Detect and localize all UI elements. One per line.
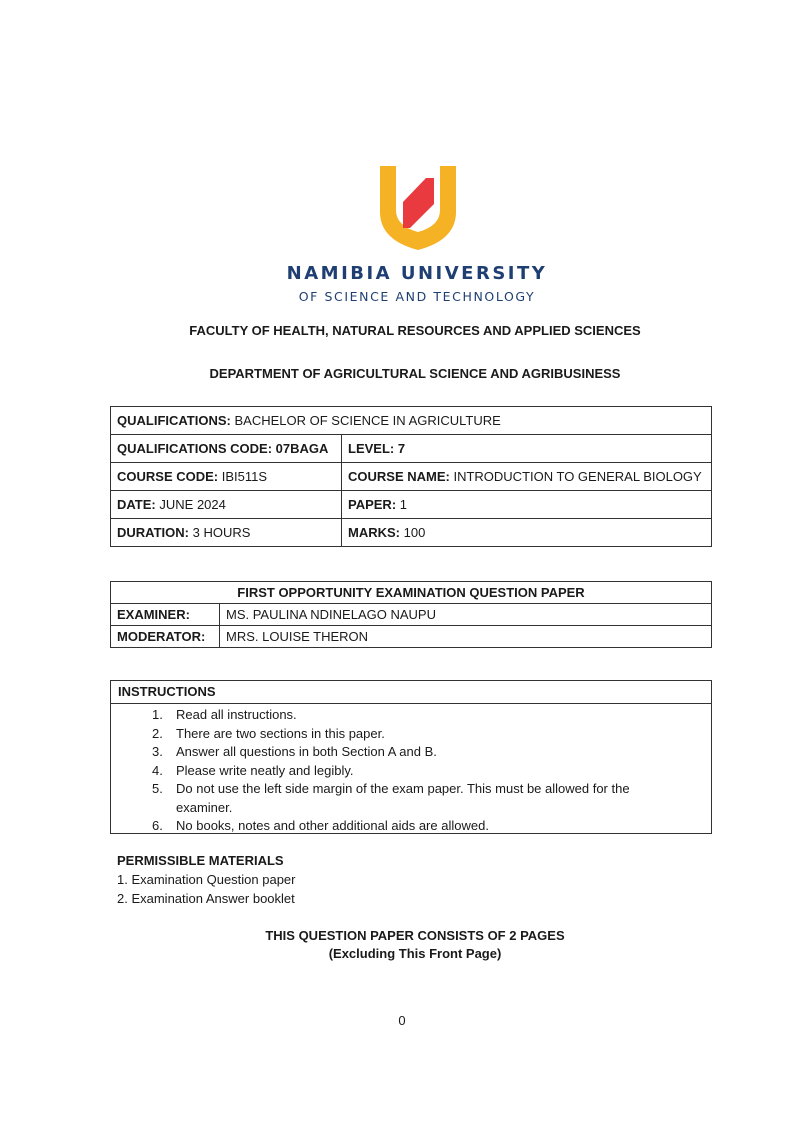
table-row (111, 463, 712, 491)
item-text: There are two sections in this paper. (176, 725, 385, 741)
qualification-cell (111, 407, 712, 435)
course-name-cell (342, 463, 712, 491)
instructions-box (110, 680, 712, 834)
page-count-line: THIS QUESTION PAPER CONSISTS OF 2 PAGES (265, 928, 565, 943)
qualification-code-label: QUALIFICATIONS CODE: (117, 441, 273, 456)
level-label: LEVEL: (348, 441, 395, 456)
list-item (111, 725, 711, 744)
table-row (111, 491, 712, 519)
course-code-cell (111, 463, 342, 491)
item-text: Read all instructions. (176, 707, 297, 722)
item-number: 1. (152, 707, 163, 722)
paper-cell (342, 491, 712, 519)
university-name: NAMIBIA UNIVERSITY (286, 263, 548, 284)
table-row (111, 407, 712, 435)
examination-table (110, 581, 712, 648)
item-number: 6. (152, 818, 163, 833)
item-number: 3. (152, 744, 163, 759)
duration-cell (111, 519, 342, 547)
qualification-code-value: 07BAGA (275, 441, 329, 456)
item-number: 4. (152, 762, 163, 778)
item-number: 2. (152, 725, 163, 741)
course-name-value: INTRODUCTION TO GENERAL BIOLOGY (453, 469, 702, 484)
level-cell (342, 435, 712, 463)
instructions-heading: INSTRUCTIONS (111, 681, 711, 704)
page-number: 0 (398, 1013, 406, 1028)
item-text: Please write neatly and legibly. (176, 762, 354, 778)
date-cell (111, 491, 342, 519)
table-row (111, 582, 712, 604)
qualification-code-cell (111, 435, 342, 463)
date-value: JUNE 2024 (159, 497, 226, 512)
university-logo (376, 160, 460, 252)
paper-value: 1 (399, 497, 408, 512)
instructions-list (111, 706, 711, 836)
list-item (111, 743, 711, 762)
marks-value: 100 (403, 525, 426, 540)
moderator-label: MODERATOR: (111, 626, 220, 648)
qualifications-table (110, 406, 712, 547)
list-item (111, 780, 711, 817)
table-row (111, 604, 712, 626)
permissible-item: 1. Examination Question paper (117, 872, 296, 887)
faculty-heading: FACULTY OF HEALTH, NATURAL RESOURCES AND APPLIED SCIENCES (189, 323, 641, 338)
moderator-value: MRS. LOUISE THERON (220, 626, 712, 648)
exam-heading: FIRST OPPORTUNITY EXAMINATION QUESTION PAPER (111, 582, 712, 604)
item-number: 5. (152, 781, 163, 796)
examiner-value: MS. PAULINA NDINELAGO NAUPU (220, 604, 712, 626)
examiner-label: EXAMINER: (111, 604, 220, 626)
permissible-materials-heading: PERMISSIBLE MATERIALS (117, 853, 284, 868)
table-row (111, 626, 712, 648)
item-text: No books, notes and other additional aids are allowed. (176, 818, 489, 833)
permissible-item: 2. Examination Answer booklet (117, 891, 295, 906)
qualification-label: QUALIFICATIONS: (117, 413, 231, 428)
page-count-note (0, 927, 794, 963)
duration-value: 3 HOURS (192, 525, 251, 540)
qualification-value: BACHELOR OF SCIENCE IN AGRICULTURE (234, 413, 501, 428)
course-code-value: IBI511S (221, 469, 268, 484)
table-row (111, 519, 712, 547)
item-text: Answer all questions in both Section A and B. (176, 744, 437, 759)
page-count-subline: (Excluding This Front Page) (328, 946, 502, 961)
item-text: Do not use the left side margin of the exam paper. This must be allowed for the examiner. (176, 781, 630, 815)
list-item (111, 706, 711, 725)
duration-label: DURATION: (117, 525, 189, 540)
list-item (111, 817, 711, 836)
university-subtitle: OF SCIENCE AND TECHNOLOGY (298, 289, 536, 304)
marks-cell (342, 519, 712, 547)
list-item (111, 762, 711, 781)
course-code-label: COURSE CODE: (117, 469, 219, 484)
table-row (111, 435, 712, 463)
marks-label: MARKS: (348, 525, 400, 540)
department-heading: DEPARTMENT OF AGRICULTURAL SCIENCE AND AGRIBUSINESS (209, 366, 621, 381)
date-label: DATE: (117, 497, 156, 512)
paper-label: PAPER: (348, 497, 397, 512)
course-name-label: COURSE NAME: (348, 469, 450, 484)
level-value: 7 (397, 441, 406, 456)
